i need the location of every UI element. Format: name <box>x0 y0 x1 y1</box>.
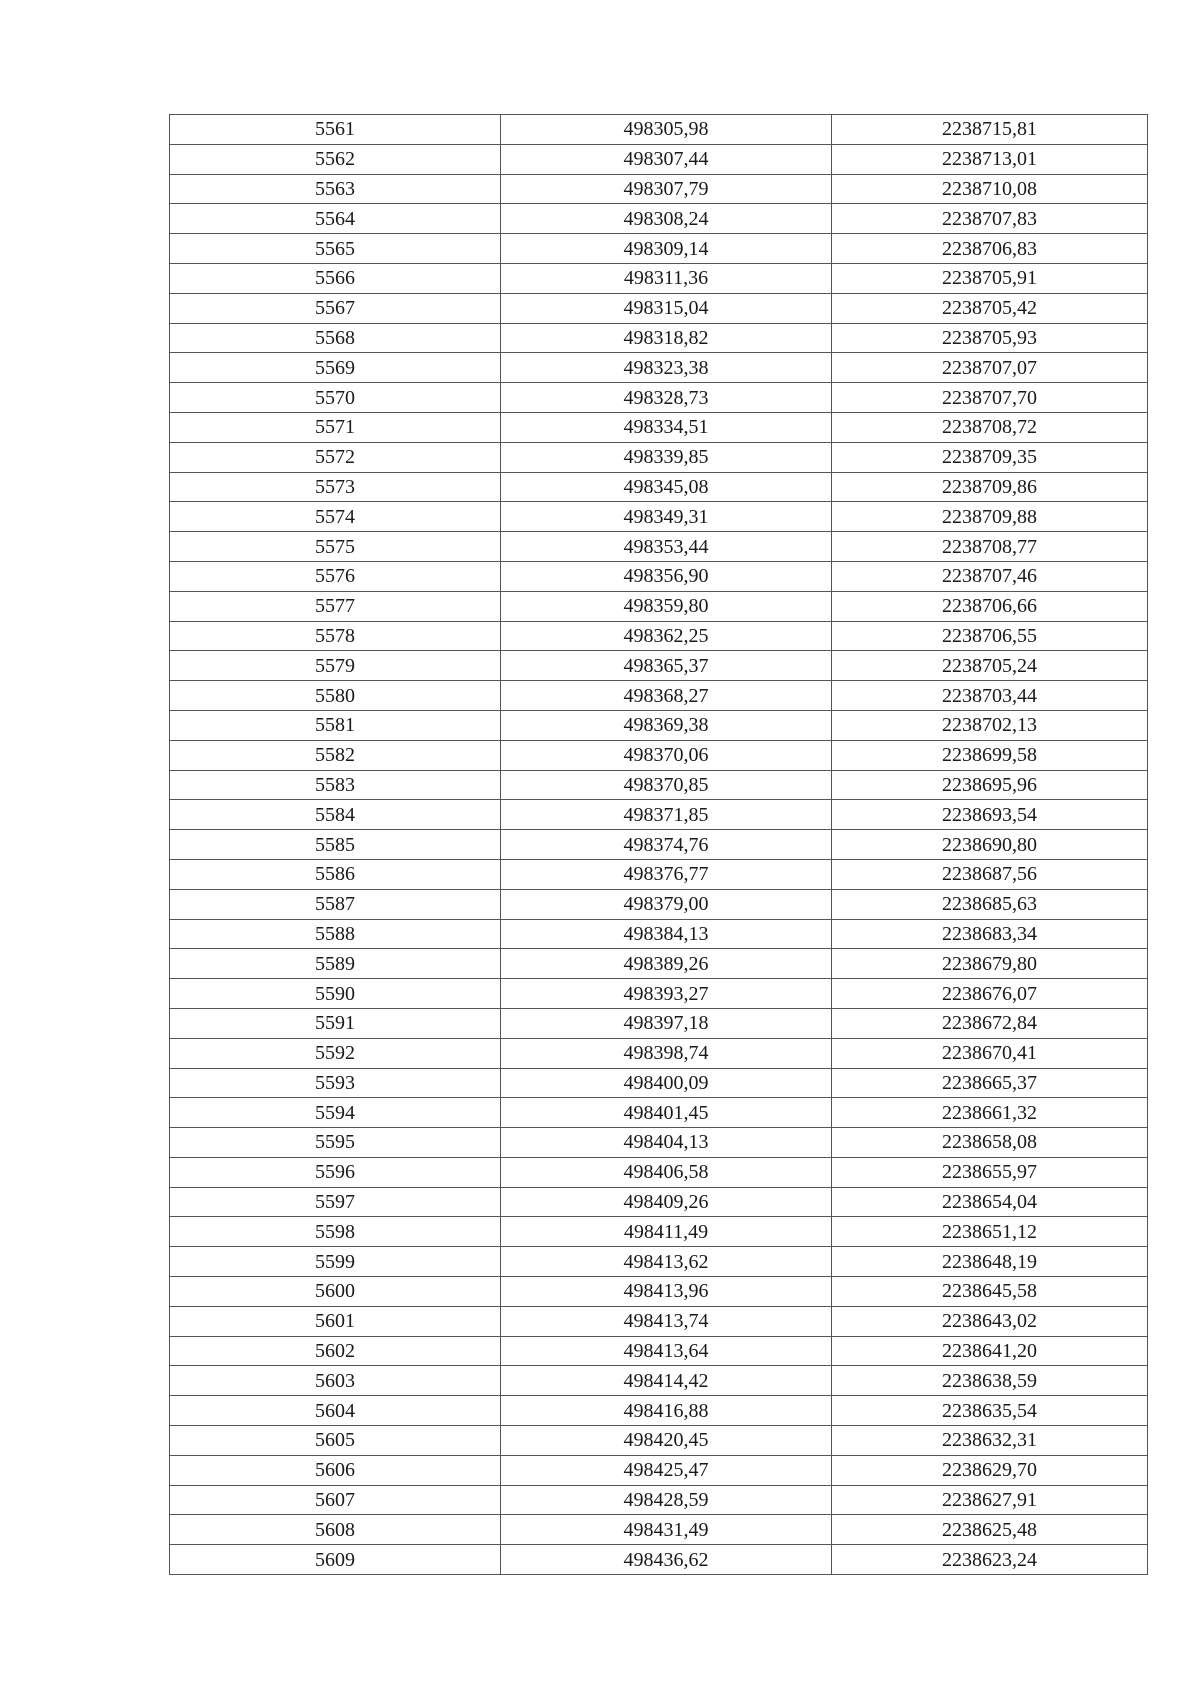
x-coordinate-cell: 498376,77 <box>501 859 832 889</box>
x-coordinate-cell: 498353,44 <box>501 532 832 562</box>
point-number-cell: 5583 <box>170 770 501 800</box>
table-row <box>170 1157 1148 1187</box>
table-row <box>170 502 1148 532</box>
y-coordinate-cell: 2238687,56 <box>832 859 1148 889</box>
y-coordinate-cell: 2238709,88 <box>832 502 1148 532</box>
y-coordinate-cell: 2238672,84 <box>832 1008 1148 1038</box>
x-coordinate-cell: 498328,73 <box>501 383 832 413</box>
y-coordinate-cell: 2238707,46 <box>832 561 1148 591</box>
x-coordinate-cell: 498309,14 <box>501 234 832 264</box>
y-coordinate-cell: 2238699,58 <box>832 740 1148 770</box>
point-number-cell: 5603 <box>170 1366 501 1396</box>
point-number-cell: 5607 <box>170 1485 501 1515</box>
point-number-cell: 5609 <box>170 1545 501 1575</box>
point-number-cell: 5573 <box>170 472 501 502</box>
point-number-cell: 5602 <box>170 1336 501 1366</box>
x-coordinate-cell: 498379,00 <box>501 889 832 919</box>
x-coordinate-cell: 498411,49 <box>501 1217 832 1247</box>
table-row <box>170 174 1148 204</box>
table-row <box>170 1008 1148 1038</box>
point-number-cell: 5600 <box>170 1277 501 1307</box>
table-row <box>170 1068 1148 1098</box>
table-row <box>170 1217 1148 1247</box>
table-row <box>170 1426 1148 1456</box>
point-number-cell: 5598 <box>170 1217 501 1247</box>
point-number-cell: 5568 <box>170 323 501 353</box>
point-number-cell: 5584 <box>170 800 501 830</box>
y-coordinate-cell: 2238645,58 <box>832 1277 1148 1307</box>
point-number-cell: 5579 <box>170 651 501 681</box>
y-coordinate-cell: 2238654,04 <box>832 1187 1148 1217</box>
y-coordinate-cell: 2238706,55 <box>832 621 1148 651</box>
x-coordinate-cell: 498404,13 <box>501 1128 832 1158</box>
x-coordinate-cell: 498370,06 <box>501 740 832 770</box>
x-coordinate-cell: 498393,27 <box>501 979 832 1009</box>
x-coordinate-cell: 498370,85 <box>501 770 832 800</box>
table-row <box>170 591 1148 621</box>
table-row <box>170 1515 1148 1545</box>
x-coordinate-cell: 498397,18 <box>501 1008 832 1038</box>
x-coordinate-cell: 498323,38 <box>501 353 832 383</box>
table-row <box>170 1455 1148 1485</box>
y-coordinate-cell: 2238635,54 <box>832 1396 1148 1426</box>
x-coordinate-cell: 498345,08 <box>501 472 832 502</box>
y-coordinate-cell: 2238629,70 <box>832 1455 1148 1485</box>
point-number-cell: 5565 <box>170 234 501 264</box>
table-row <box>170 353 1148 383</box>
table-row <box>170 859 1148 889</box>
y-coordinate-cell: 2238709,35 <box>832 442 1148 472</box>
y-coordinate-cell: 2238693,54 <box>832 800 1148 830</box>
x-coordinate-cell: 498307,44 <box>501 144 832 174</box>
x-coordinate-cell: 498413,74 <box>501 1306 832 1336</box>
table-row <box>170 293 1148 323</box>
y-coordinate-cell: 2238658,08 <box>832 1128 1148 1158</box>
x-coordinate-cell: 498406,58 <box>501 1157 832 1187</box>
point-number-cell: 5582 <box>170 740 501 770</box>
table-row <box>170 681 1148 711</box>
x-coordinate-cell: 498401,45 <box>501 1098 832 1128</box>
table-row <box>170 412 1148 442</box>
coordinates-table <box>169 114 1148 1575</box>
x-coordinate-cell: 498305,98 <box>501 115 832 145</box>
x-coordinate-cell: 498400,09 <box>501 1068 832 1098</box>
point-number-cell: 5601 <box>170 1306 501 1336</box>
x-coordinate-cell: 498425,47 <box>501 1455 832 1485</box>
x-coordinate-cell: 498339,85 <box>501 442 832 472</box>
y-coordinate-cell: 2238706,83 <box>832 234 1148 264</box>
y-coordinate-cell: 2238705,93 <box>832 323 1148 353</box>
table-row <box>170 1247 1148 1277</box>
table-row <box>170 383 1148 413</box>
point-number-cell: 5572 <box>170 442 501 472</box>
point-number-cell: 5588 <box>170 919 501 949</box>
point-number-cell: 5577 <box>170 591 501 621</box>
table-row <box>170 830 1148 860</box>
point-number-cell: 5590 <box>170 979 501 1009</box>
x-coordinate-cell: 498413,64 <box>501 1336 832 1366</box>
table-row <box>170 1306 1148 1336</box>
table-row <box>170 263 1148 293</box>
x-coordinate-cell: 498431,49 <box>501 1515 832 1545</box>
x-coordinate-cell: 498311,36 <box>501 263 832 293</box>
point-number-cell: 5604 <box>170 1396 501 1426</box>
point-number-cell: 5587 <box>170 889 501 919</box>
x-coordinate-cell: 498308,24 <box>501 204 832 234</box>
x-coordinate-cell: 498416,88 <box>501 1396 832 1426</box>
y-coordinate-cell: 2238623,24 <box>832 1545 1148 1575</box>
y-coordinate-cell: 2238705,91 <box>832 263 1148 293</box>
x-coordinate-cell: 498371,85 <box>501 800 832 830</box>
table-row <box>170 115 1148 145</box>
x-coordinate-cell: 498409,26 <box>501 1187 832 1217</box>
y-coordinate-cell: 2238708,72 <box>832 412 1148 442</box>
y-coordinate-cell: 2238715,81 <box>832 115 1148 145</box>
y-coordinate-cell: 2238676,07 <box>832 979 1148 1009</box>
y-coordinate-cell: 2238707,70 <box>832 383 1148 413</box>
y-coordinate-cell: 2238632,31 <box>832 1426 1148 1456</box>
point-number-cell: 5595 <box>170 1128 501 1158</box>
y-coordinate-cell: 2238705,42 <box>832 293 1148 323</box>
point-number-cell: 5574 <box>170 502 501 532</box>
point-number-cell: 5564 <box>170 204 501 234</box>
x-coordinate-cell: 498362,25 <box>501 621 832 651</box>
point-number-cell: 5589 <box>170 949 501 979</box>
table-row <box>170 532 1148 562</box>
y-coordinate-cell: 2238702,13 <box>832 710 1148 740</box>
table-row <box>170 204 1148 234</box>
x-coordinate-cell: 498436,62 <box>501 1545 832 1575</box>
point-number-cell: 5570 <box>170 383 501 413</box>
table-row <box>170 1396 1148 1426</box>
y-coordinate-cell: 2238707,07 <box>832 353 1148 383</box>
x-coordinate-cell: 498318,82 <box>501 323 832 353</box>
y-coordinate-cell: 2238707,83 <box>832 204 1148 234</box>
point-number-cell: 5580 <box>170 681 501 711</box>
point-number-cell: 5566 <box>170 263 501 293</box>
x-coordinate-cell: 498368,27 <box>501 681 832 711</box>
y-coordinate-cell: 2238665,37 <box>832 1068 1148 1098</box>
table-row <box>170 1545 1148 1575</box>
table-row <box>170 144 1148 174</box>
x-coordinate-cell: 498349,31 <box>501 502 832 532</box>
point-number-cell: 5597 <box>170 1187 501 1217</box>
x-coordinate-cell: 498413,62 <box>501 1247 832 1277</box>
table-row <box>170 979 1148 1009</box>
x-coordinate-cell: 498413,96 <box>501 1277 832 1307</box>
x-coordinate-cell: 498389,26 <box>501 949 832 979</box>
y-coordinate-cell: 2238661,32 <box>832 1098 1148 1128</box>
y-coordinate-cell: 2238709,86 <box>832 472 1148 502</box>
y-coordinate-cell: 2238651,12 <box>832 1217 1148 1247</box>
table-row <box>170 1366 1148 1396</box>
point-number-cell: 5562 <box>170 144 501 174</box>
point-number-cell: 5563 <box>170 174 501 204</box>
y-coordinate-cell: 2238655,97 <box>832 1157 1148 1187</box>
x-coordinate-cell: 498356,90 <box>501 561 832 591</box>
x-coordinate-cell: 498374,76 <box>501 830 832 860</box>
table-row <box>170 1485 1148 1515</box>
table-row <box>170 1038 1148 1068</box>
y-coordinate-cell: 2238641,20 <box>832 1336 1148 1366</box>
point-number-cell: 5591 <box>170 1008 501 1038</box>
y-coordinate-cell: 2238648,19 <box>832 1247 1148 1277</box>
y-coordinate-cell: 2238638,59 <box>832 1366 1148 1396</box>
point-number-cell: 5571 <box>170 412 501 442</box>
point-number-cell: 5585 <box>170 830 501 860</box>
x-coordinate-cell: 498420,45 <box>501 1426 832 1456</box>
point-number-cell: 5569 <box>170 353 501 383</box>
x-coordinate-cell: 498307,79 <box>501 174 832 204</box>
table-row <box>170 1128 1148 1158</box>
y-coordinate-cell: 2238703,44 <box>832 681 1148 711</box>
x-coordinate-cell: 498315,04 <box>501 293 832 323</box>
table-row <box>170 800 1148 830</box>
y-coordinate-cell: 2238690,80 <box>832 830 1148 860</box>
y-coordinate-cell: 2238685,63 <box>832 889 1148 919</box>
point-number-cell: 5594 <box>170 1098 501 1128</box>
table-row <box>170 1187 1148 1217</box>
point-number-cell: 5592 <box>170 1038 501 1068</box>
x-coordinate-cell: 498428,59 <box>501 1485 832 1515</box>
x-coordinate-cell: 498334,51 <box>501 412 832 442</box>
point-number-cell: 5581 <box>170 710 501 740</box>
table-row <box>170 949 1148 979</box>
y-coordinate-cell: 2238679,80 <box>832 949 1148 979</box>
point-number-cell: 5596 <box>170 1157 501 1187</box>
table-row <box>170 472 1148 502</box>
y-coordinate-cell: 2238670,41 <box>832 1038 1148 1068</box>
table-row <box>170 323 1148 353</box>
table-row <box>170 740 1148 770</box>
table-row <box>170 442 1148 472</box>
x-coordinate-cell: 498369,38 <box>501 710 832 740</box>
point-number-cell: 5576 <box>170 561 501 591</box>
point-number-cell: 5599 <box>170 1247 501 1277</box>
y-coordinate-cell: 2238706,66 <box>832 591 1148 621</box>
table-row <box>170 1277 1148 1307</box>
table-row <box>170 919 1148 949</box>
y-coordinate-cell: 2238625,48 <box>832 1515 1148 1545</box>
y-coordinate-cell: 2238713,01 <box>832 144 1148 174</box>
y-coordinate-cell: 2238705,24 <box>832 651 1148 681</box>
table-row <box>170 770 1148 800</box>
table-row <box>170 651 1148 681</box>
point-number-cell: 5593 <box>170 1068 501 1098</box>
table-row <box>170 1336 1148 1366</box>
point-number-cell: 5578 <box>170 621 501 651</box>
point-number-cell: 5567 <box>170 293 501 323</box>
x-coordinate-cell: 498365,37 <box>501 651 832 681</box>
x-coordinate-cell: 498359,80 <box>501 591 832 621</box>
y-coordinate-cell: 2238695,96 <box>832 770 1148 800</box>
table-row <box>170 234 1148 264</box>
y-coordinate-cell: 2238627,91 <box>832 1485 1148 1515</box>
x-coordinate-cell: 498384,13 <box>501 919 832 949</box>
point-number-cell: 5575 <box>170 532 501 562</box>
table-row <box>170 889 1148 919</box>
x-coordinate-cell: 498398,74 <box>501 1038 832 1068</box>
point-number-cell: 5605 <box>170 1426 501 1456</box>
table-row <box>170 1098 1148 1128</box>
table-row <box>170 710 1148 740</box>
point-number-cell: 5561 <box>170 115 501 145</box>
table-row <box>170 561 1148 591</box>
y-coordinate-cell: 2238708,77 <box>832 532 1148 562</box>
point-number-cell: 5606 <box>170 1455 501 1485</box>
x-coordinate-cell: 498414,42 <box>501 1366 832 1396</box>
y-coordinate-cell: 2238710,08 <box>832 174 1148 204</box>
coordinates-table-body <box>170 115 1148 1575</box>
table-row <box>170 621 1148 651</box>
point-number-cell: 5608 <box>170 1515 501 1545</box>
y-coordinate-cell: 2238683,34 <box>832 919 1148 949</box>
y-coordinate-cell: 2238643,02 <box>832 1306 1148 1336</box>
point-number-cell: 5586 <box>170 859 501 889</box>
